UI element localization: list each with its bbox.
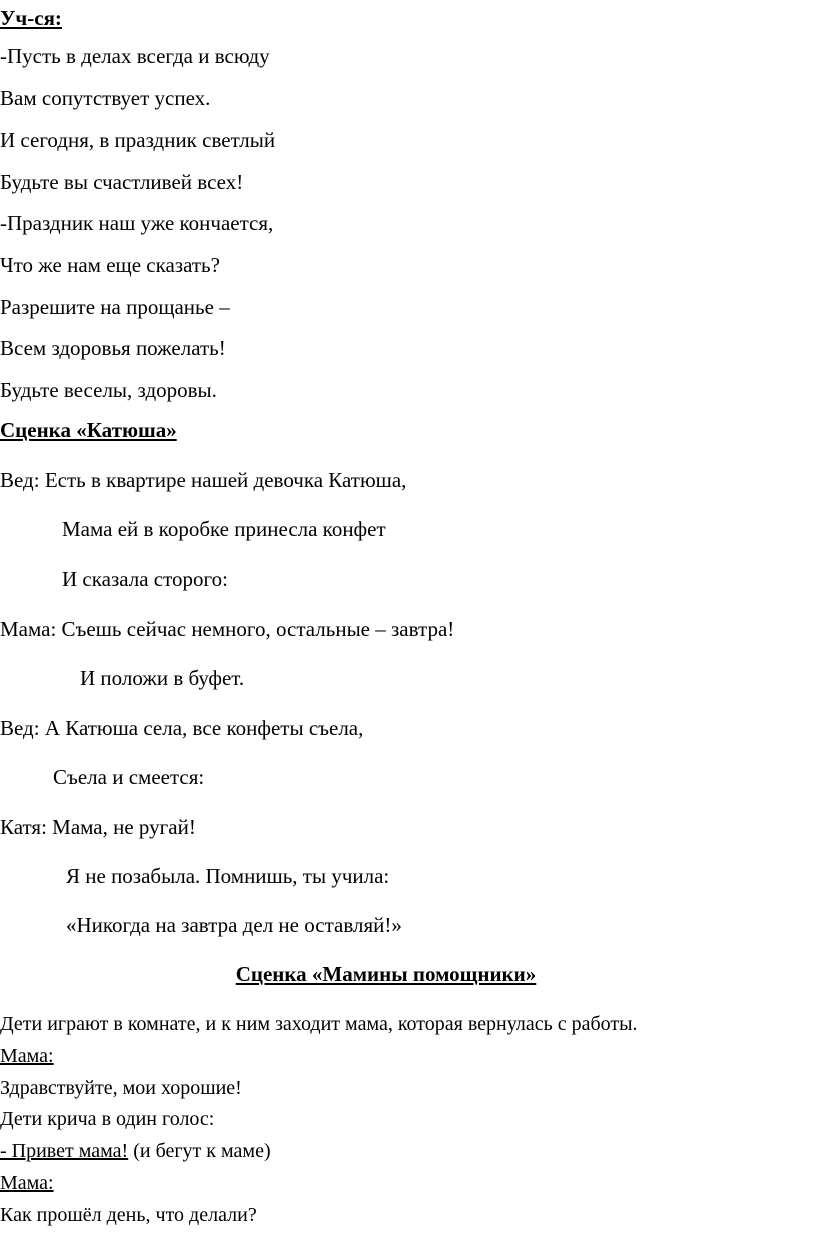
scene-line: «Никогда на завтра дел не оставляй!» [66, 913, 402, 937]
scene-line: Мама ей в коробке принесла конфет [62, 517, 386, 541]
poem-line: Будьте веселы, здоровы. [0, 378, 217, 402]
scene-heading: Сценка «Мамины помощники» [235, 962, 537, 986]
scene-line: Вед: Есть в квартире нашей девочка Катюша, [0, 468, 407, 492]
scene-line: И сказала сторого: [62, 567, 228, 591]
poem-line: -Праздник наш уже кончается, [0, 211, 274, 235]
scene-line: Дети крича в один голос: [0, 1108, 215, 1130]
scene-line: Съела и смеется: [53, 765, 205, 789]
poem-line: Будьте вы счастливей всех! [0, 170, 244, 194]
scene-heading: Сценка «Катюша» [0, 418, 177, 442]
scene-line: Дети играют в комнате, и к ним заходит мама, которая вернулась с работы. [0, 1013, 638, 1035]
scene-line: Здравствуйте, мои хорошие! [0, 1077, 242, 1099]
poem-line: Вам сопутствует успех. [0, 86, 211, 110]
scene-line: Как прошёл день, что делали? [0, 1204, 257, 1226]
speaker-label: Мама: [0, 1172, 54, 1194]
poem-line: -Пусть в делах всегда и всюду [0, 44, 270, 68]
speaker-label: Мама: [0, 1045, 54, 1067]
scene-line: Мама: Съешь сейчас немного, остальные – завтра! [0, 617, 455, 641]
poem-line: Разрешите на прощанье – [0, 295, 230, 319]
poem-line: Что же нам еще сказать? [0, 253, 220, 277]
poem-line: Всем здоровья пожелать! [0, 336, 226, 360]
scene-line: Катя: Мама, не ругай! [0, 815, 196, 839]
scene-line: Я не позабыла. Помнишь, ты учила: [66, 864, 390, 888]
scene-line [0, 1139, 271, 1163]
scene-line: Вед: А Катюша села, все конфеты съела, [0, 716, 364, 740]
stage-direction: (и бегут к маме) [128, 1140, 271, 1162]
poem-line: И сегодня, в праздник светлый [0, 128, 276, 152]
greeting-text: - Привет мама! [0, 1140, 129, 1162]
scene-line: И положи в буфет. [80, 666, 245, 690]
speaker-heading: Уч-ся: [0, 6, 62, 30]
